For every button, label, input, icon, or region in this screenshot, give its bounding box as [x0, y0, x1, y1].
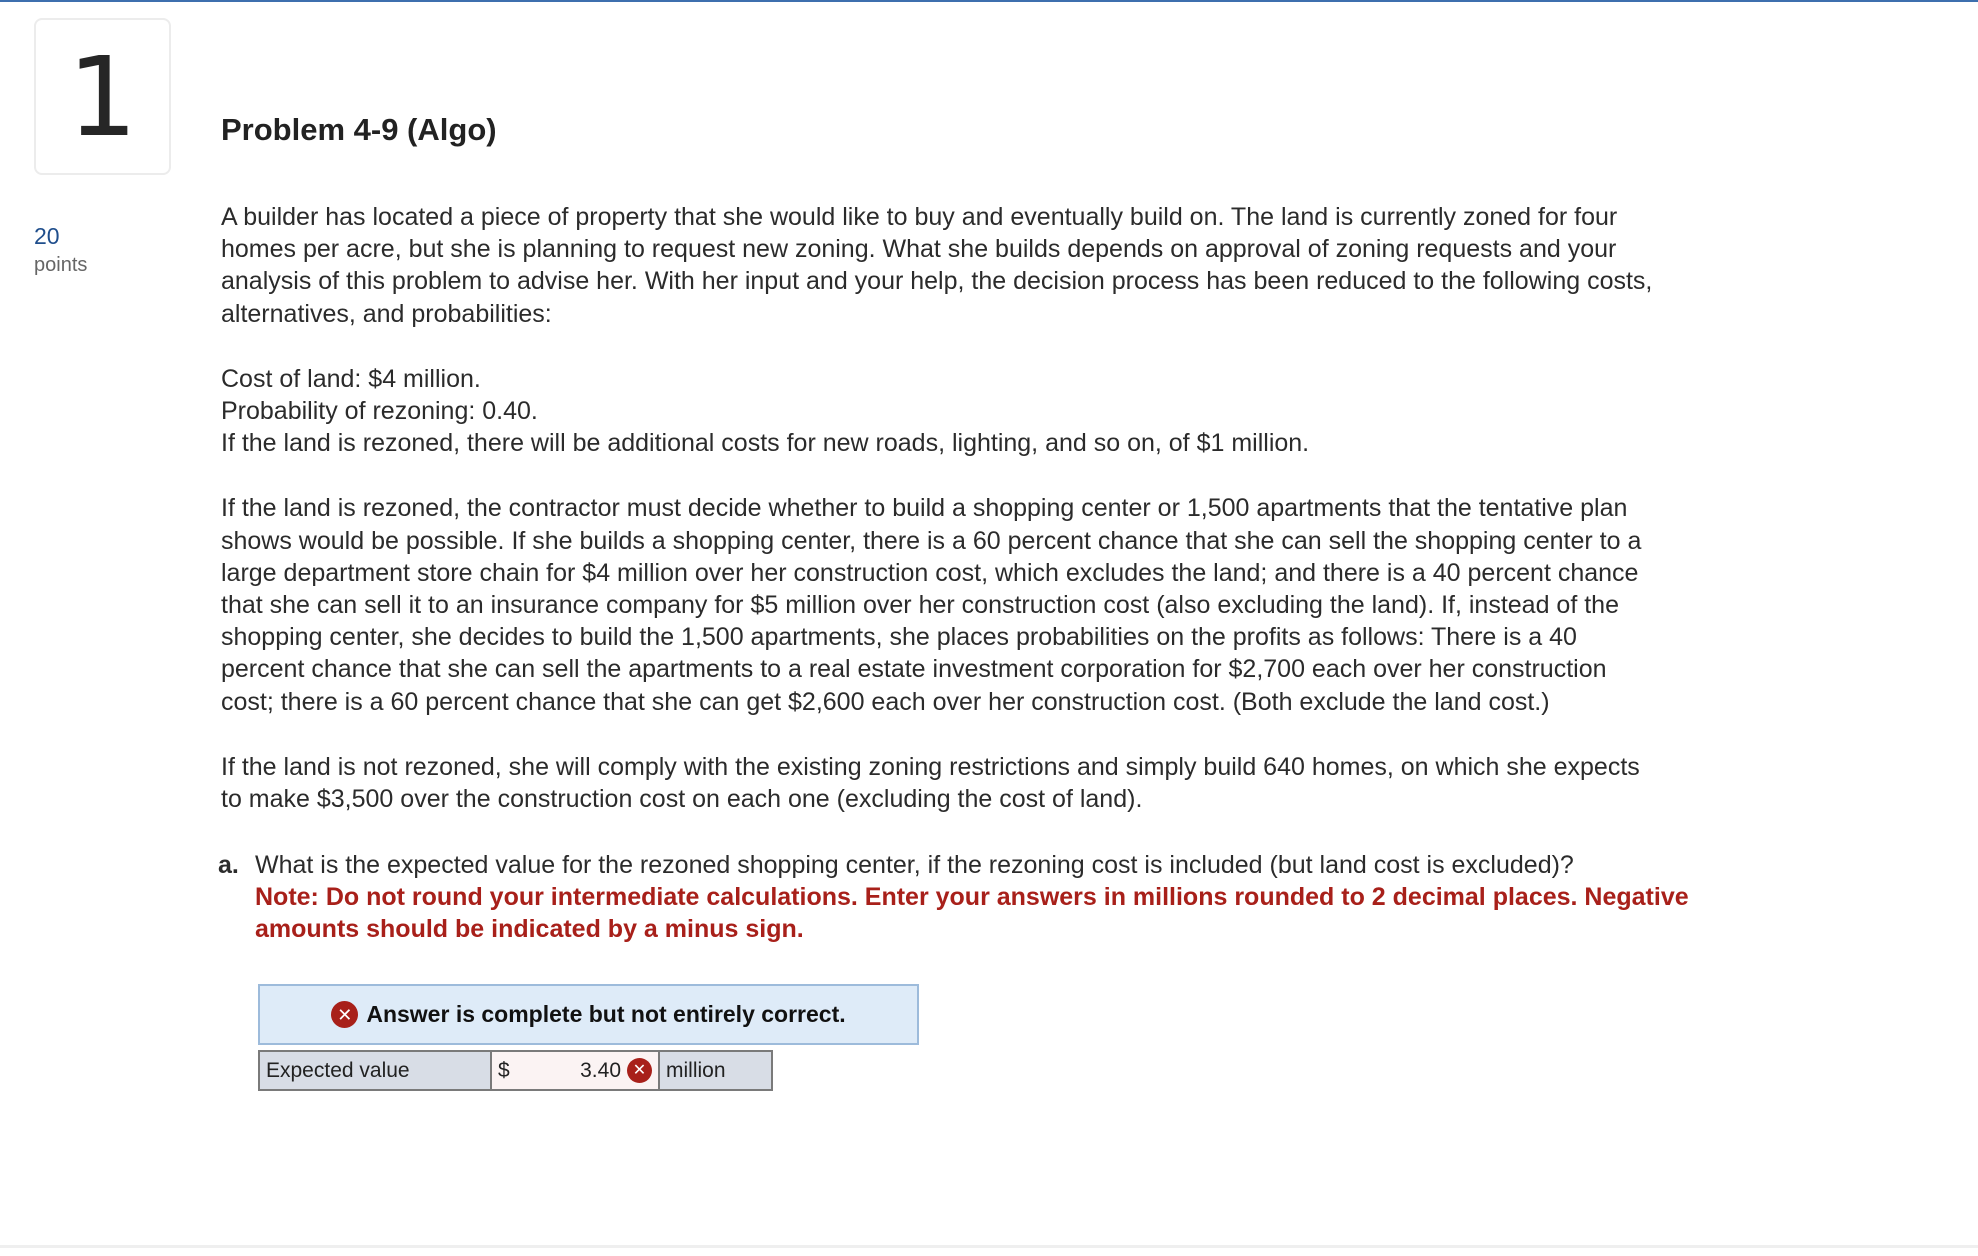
note-line: amounts should be indicated by a minus sign. [255, 915, 804, 943]
answer-unit: million [660, 1052, 771, 1089]
question-number: 1 [67, 32, 138, 161]
answer-row-label: Expected value [260, 1052, 492, 1089]
text-line: that she can sell it to an insurance company for $5 million over her construction cost (also excluding the land). If, instead of the [221, 591, 1619, 620]
not-rezoned-paragraph [221, 751, 1821, 815]
probability-of-rezoning: Probability of rezoning: 0.40. [221, 397, 538, 426]
answer-table [258, 1050, 773, 1091]
currency-symbol: $ [498, 1058, 510, 1082]
text-line: large department store chain for $4 million over her construction cost, which excludes the land; and there is a 40 percent chance [221, 558, 1639, 587]
problem-body [221, 201, 1821, 848]
text-line: A builder has located a piece of property that she would like to buy and eventually build on. The land is currently zoned for four [221, 203, 1618, 231]
points-info [34, 222, 87, 278]
text-line: shopping center, she decides to build the 1,500 apartments, she places probabilities on the profits as follows: There is a 40 [221, 623, 1577, 652]
text-line: If the land is not rezoned, she will comply with the existing zoning restrictions and simply build 640 homes, on which she expects [221, 752, 1640, 781]
text-line: alternatives, and probabilities: [221, 299, 552, 328]
rezoning-additional-costs: If the land is rezoned, there will be additional costs for new roads, lighting, and so on, of $1 million. [221, 429, 1310, 458]
problem-title: Problem 4-9 (Algo) [221, 112, 497, 147]
answer-feedback-banner [258, 984, 919, 1045]
incorrect-x-icon: ✕ [627, 1058, 652, 1083]
text-line: analysis of this problem to advise her. With her input and your help, the decision process has been reduced to the following costs, [221, 267, 1653, 296]
points-value: 20 [34, 223, 60, 249]
text-line: to make $3,500 over the construction cost on each one (excluding the cost of land). [221, 785, 1143, 814]
note-line: Note: Do not round your intermediate calculations. Enter your answers in millions rounded to 2 decimal places. Negative [255, 883, 1689, 911]
cost-of-land: Cost of land: $4 million. [221, 364, 481, 393]
points-label: points [34, 254, 88, 276]
expected-value-field[interactable] [492, 1052, 660, 1089]
facts-paragraph [221, 363, 1821, 460]
text-line: If the land is rezoned, the contractor must decide whether to build a shopping center or 1,500 apartments that the tentative plan [221, 494, 1628, 523]
part-a-question-text: What is the expected value for the rezoned shopping center, if the rezoning cost is included (but land cost is excluded)? [255, 851, 1574, 879]
text-line: percent chance that she can sell the apartments to a real estate investment corporation for $2,700 each over her construction [221, 655, 1607, 684]
part-a-note [255, 881, 1689, 945]
intro-paragraph [221, 201, 1821, 330]
text-line: homes per acre, but she is planning to request new zoning. What she builds depends on approval of zoning requests and your [221, 235, 1617, 264]
error-x-icon: ✕ [331, 1001, 358, 1028]
text-line: cost; there is a 60 percent chance that she can get $2,600 each over her construction cost. (Both exclude the land cost.) [221, 687, 1550, 716]
text-line: shows would be possible. If she builds a shopping center, there is a 60 percent chance that she can sell the shopping center to a [221, 526, 1642, 555]
feedback-message: Answer is complete but not entirely correct. [366, 1001, 846, 1027]
rezoned-paragraph [221, 492, 1821, 717]
question-number-box [34, 18, 171, 175]
expected-value-input[interactable]: 3.40 [580, 1058, 621, 1082]
part-a-label: a. [218, 851, 239, 879]
top-border [0, 0, 1978, 2]
bottom-divider [0, 1245, 1978, 1248]
